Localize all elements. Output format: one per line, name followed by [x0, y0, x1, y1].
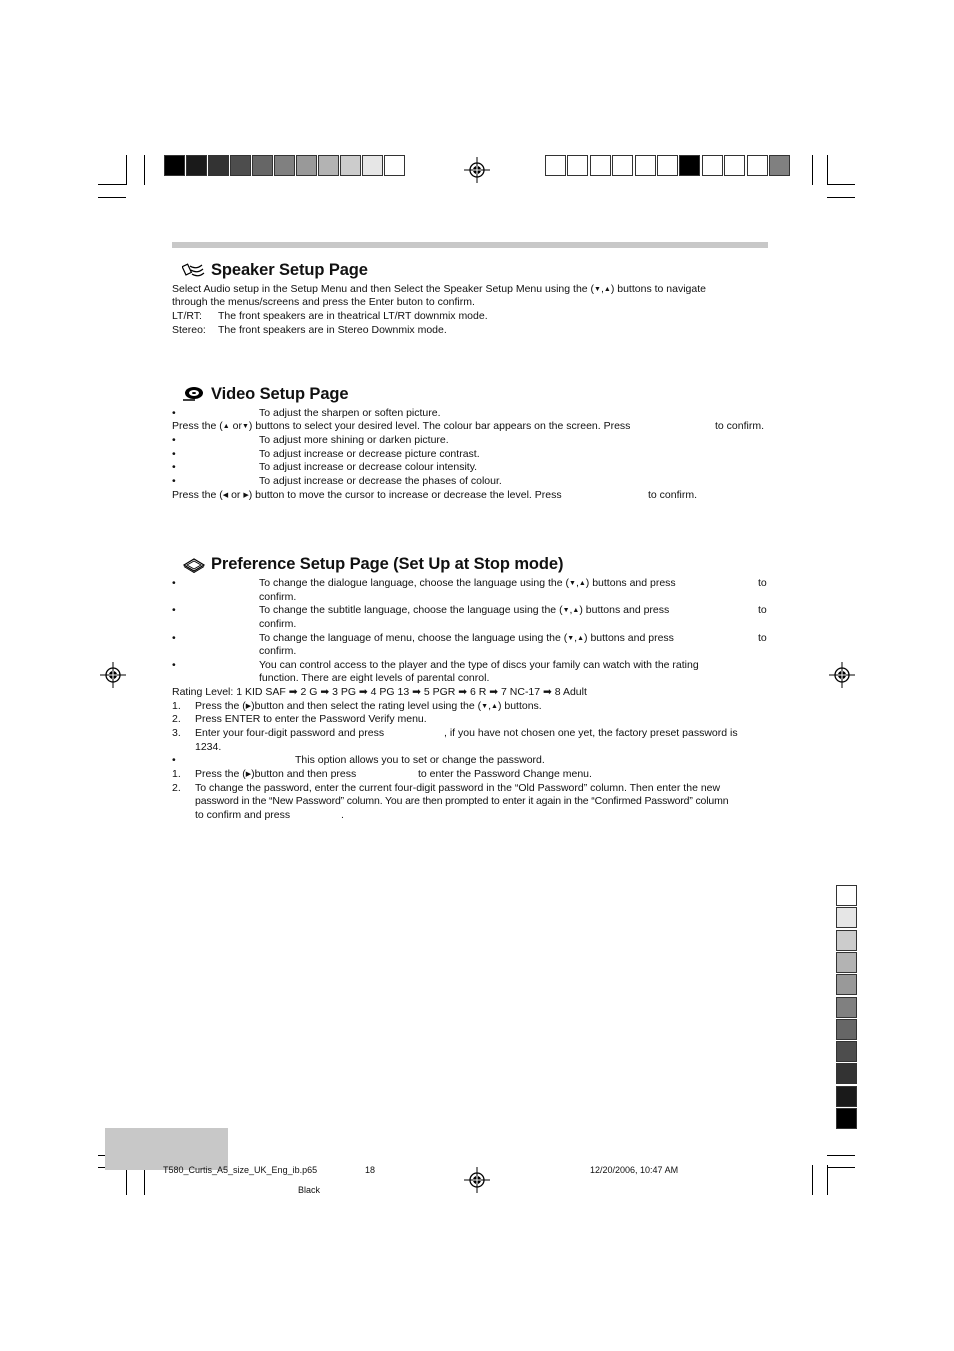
pw1-a: Press the ( [195, 768, 246, 780]
tone-swatch [724, 155, 745, 176]
step3-b: , if you have not chosen one yet, the factory preset password is [444, 727, 738, 739]
press2-b: ) button to move the cursor to increase or decrease the level. Press [248, 489, 562, 501]
rating-arrow-icon: ➡ [489, 686, 499, 698]
registration-mark-icon [100, 662, 126, 688]
ltrt-label: LT/RT: [172, 310, 202, 322]
pw1-c: to enter the Password Change menu. [418, 768, 592, 780]
pw1-b: )button and then press [251, 768, 357, 780]
up-arrow-icon: ▲ [603, 286, 611, 293]
rating-level: 2 G [300, 686, 318, 698]
contrast-text: To adjust increase or decrease picture contrast. [259, 448, 480, 460]
tone-swatch [836, 885, 857, 906]
rating-level: 6 R [470, 686, 487, 698]
press2-or: or [231, 489, 241, 501]
tone-swatch [836, 1086, 857, 1107]
tone-swatch [186, 155, 207, 176]
brightness-text: To adjust more shining or darken picture. [259, 434, 449, 446]
down-arrow-icon: ▼ [481, 703, 489, 710]
audio-a: To change the dialogue language, choose the language using the ( [259, 577, 569, 589]
parental-line2: function. There are eight levels of parental conrol. [259, 672, 490, 684]
left-arrow-icon: ◀ [222, 492, 229, 499]
tone-swatch [612, 155, 633, 176]
tone-swatch [230, 155, 251, 176]
rating-arrow-icon: ➡ [412, 686, 421, 698]
step-number: 1. [172, 768, 181, 780]
confirm-text: confirm. [259, 591, 297, 603]
rating-arrow-icon: ➡ [543, 686, 552, 698]
speaker-intro-line1: Select Audio setup in the Setup Menu and then Select the Speaker Setup Menu using the (▼,▲) buttons to navigate [172, 283, 706, 295]
step1-c: ) buttons. [497, 700, 542, 712]
rating-levels [172, 686, 587, 699]
tone-swatch [208, 155, 229, 176]
pw1-ab [195, 768, 356, 781]
footer-page: 18 [365, 1165, 376, 1175]
subtitle-lang-text: To change the subtitle language, choose the language using the (▼,▲) buttons and press [259, 604, 670, 616]
rating-arrow-icon: ➡ [458, 686, 468, 698]
tone-swatch [702, 155, 723, 176]
confirm-text: confirm. [259, 618, 297, 630]
press1-b: ) buttons to select your desired level. The colour bar appears on the screen. Press [248, 420, 631, 432]
press2-a: Press the ( [172, 489, 223, 501]
bullet: • [172, 604, 176, 616]
pw2-line3b: . [341, 809, 344, 821]
tone-swatch [836, 1063, 857, 1084]
tone-swatch [836, 907, 857, 928]
sub-a: To change the subtitle language, choose the language using the ( [259, 604, 563, 616]
down-arrow-icon: ▼ [567, 635, 575, 642]
to-text: to [758, 632, 767, 644]
rating-prefix: Rating Level: 1 KID SAF [172, 686, 286, 698]
tone-swatch [836, 930, 857, 951]
menu-lang-text: To change the language of menu, choose the language using the (▼,▲) buttons and press [259, 632, 674, 644]
down-arrow-icon: ▼ [562, 607, 570, 614]
step1-b: )button and then select the rating level using the ( [251, 700, 482, 712]
right-arrow-icon: ▶ [245, 703, 252, 710]
video-press-line2 [172, 489, 562, 502]
right-arrow-icon: ▶ [243, 492, 249, 499]
up-arrow-icon: ▲ [577, 635, 585, 642]
step-number: 2. [172, 713, 181, 725]
down-arrow-icon: ▼ [241, 423, 249, 430]
tone-swatch [340, 155, 361, 176]
rating-level: 7 NC-17 [501, 686, 541, 698]
tone-swatch [836, 1019, 857, 1040]
tone-swatch [274, 155, 295, 176]
header-rule [172, 242, 768, 248]
tone-swatch [747, 155, 768, 176]
footer-plate: Black [298, 1185, 321, 1195]
saturation-text: To adjust increase or decrease colour intensity. [259, 461, 478, 473]
tone-swatch [836, 952, 857, 973]
rating-level: 8 Adult [554, 686, 587, 698]
tone-swatch [590, 155, 611, 176]
footer-datetime: 12/20/2006, 10:47 AM [590, 1165, 679, 1175]
tone-swatch [384, 155, 405, 176]
audio-lang-text: To change the dialogue language, choose the language using the (▼,▲) buttons and press [259, 577, 676, 589]
registration-mark-icon [464, 157, 490, 183]
tone-swatch [836, 1041, 857, 1062]
registration-mark-icon [829, 662, 855, 688]
tone-swatch [545, 155, 566, 176]
preference-setup-heading: Preference Setup Page (Set Up at Stop mode) [211, 555, 564, 573]
down-arrow-icon: ▼ [569, 580, 576, 587]
step-number: 3. [172, 727, 181, 739]
bullet: • [172, 754, 176, 766]
pw2-line1: To change the password, enter the current four-digit password in the “Old Password” column. Then enter the new [195, 782, 721, 794]
tone-swatch [769, 155, 790, 176]
video-press-line1 [172, 420, 630, 433]
tone-swatch [836, 1108, 857, 1129]
up-arrow-icon: ▲ [491, 703, 498, 710]
step3-c: 1234. [195, 741, 222, 753]
press1-or: or [232, 420, 242, 432]
video-setup-heading: Video Setup Page [211, 385, 349, 403]
bullet: • [172, 659, 176, 671]
registration-mark-icon [464, 1167, 490, 1193]
bullet: • [172, 461, 176, 473]
right-arrow-icon: ▶ [245, 771, 252, 778]
tone-swatch [679, 155, 700, 176]
up-arrow-icon: ▲ [578, 580, 586, 587]
step3-a: Enter your four-digit password and press [195, 727, 385, 739]
video-reel-icon [182, 386, 204, 402]
press2-c: to confirm. [648, 489, 698, 501]
bullet: • [172, 632, 176, 644]
step-number: 2. [172, 782, 181, 794]
tone-swatch [318, 155, 339, 176]
bullet: • [172, 448, 176, 460]
footer-filename: T580_Curtis_A5_size_UK_Eng_ib.p65 [163, 1165, 318, 1175]
audio-b: ) buttons and press [585, 577, 676, 589]
step-number: 1. [172, 700, 181, 712]
preference-icon [182, 557, 206, 573]
bullet: • [172, 407, 176, 419]
pw2-line3a: to confirm and press [195, 809, 291, 821]
speaker-intro-b: ) buttons to navigate [610, 283, 706, 295]
speaker-intro-a: Select Audio setup in the Setup Menu and then Select the Speaker Setup Menu using the ( [172, 283, 595, 295]
tone-swatch [836, 997, 857, 1018]
rating-level: 4 PG 13 [370, 686, 410, 698]
step1-text: Press the (▶)button and then select the rating level using the (▼,▲) buttons. [195, 700, 542, 712]
stereo-label: Stereo: [172, 324, 206, 336]
menu-a: To change the language of menu, choose the language using the ( [259, 632, 568, 644]
bullet: • [172, 434, 176, 446]
step2-text: Press ENTER to enter the Password Verify menu. [195, 713, 427, 725]
speaker-intro-line2: through the menus/screens and press the Enter buton to confirm. [172, 296, 475, 308]
tone-swatch [164, 155, 185, 176]
press1-a: Press the ( [172, 420, 223, 432]
up-arrow-icon: ▲ [222, 423, 230, 430]
menu-b: ) buttons and press [584, 632, 674, 644]
up-arrow-icon: ▲ [572, 607, 580, 614]
tone-swatch [296, 155, 317, 176]
tone-swatch [362, 155, 383, 176]
confirm-text: confirm. [259, 645, 297, 657]
rating-level: 5 PGR [423, 686, 456, 698]
to-text: to [758, 577, 767, 589]
rating-level: 3 PG [332, 686, 356, 698]
bullet: • [172, 577, 176, 589]
press1-c: to confirm. [715, 420, 765, 432]
step1-a: Press the ( [195, 700, 246, 712]
tone-swatch [836, 974, 857, 995]
ltrt-text: The front speakers are in theatrical LT/RT downmix mode. [218, 310, 488, 322]
rating-arrow-icon: ➡ [288, 686, 298, 698]
tone-swatch [635, 155, 656, 176]
speaker-icon [182, 262, 206, 278]
hue-text: To adjust increase or decrease the phases of colour. [259, 475, 502, 487]
tone-swatch [252, 155, 273, 176]
password-text: This option allows you to set or change the password. [295, 754, 545, 766]
tone-swatch [567, 155, 588, 176]
rating-arrow-icon: ➡ [320, 686, 330, 698]
pw2-line2: password in the “New Password” column. You are then prompted to enter it again in the “Confirmed Password” column [195, 795, 729, 807]
down-arrow-icon: ▼ [594, 286, 601, 293]
sharpness-text: To adjust the sharpen or soften picture. [259, 407, 441, 419]
speaker-setup-heading: Speaker Setup Page [211, 261, 368, 279]
to-text: to [758, 604, 767, 616]
stereo-text: The front speakers are in Stereo Downmix mode. [218, 324, 447, 336]
bullet: • [172, 475, 176, 487]
tone-swatch [657, 155, 678, 176]
sub-b: ) buttons and press [579, 604, 670, 616]
rating-arrow-icon: ➡ [358, 686, 368, 698]
parental-line1: You can control access to the player and the type of discs your family can watch with the rating [259, 659, 699, 671]
